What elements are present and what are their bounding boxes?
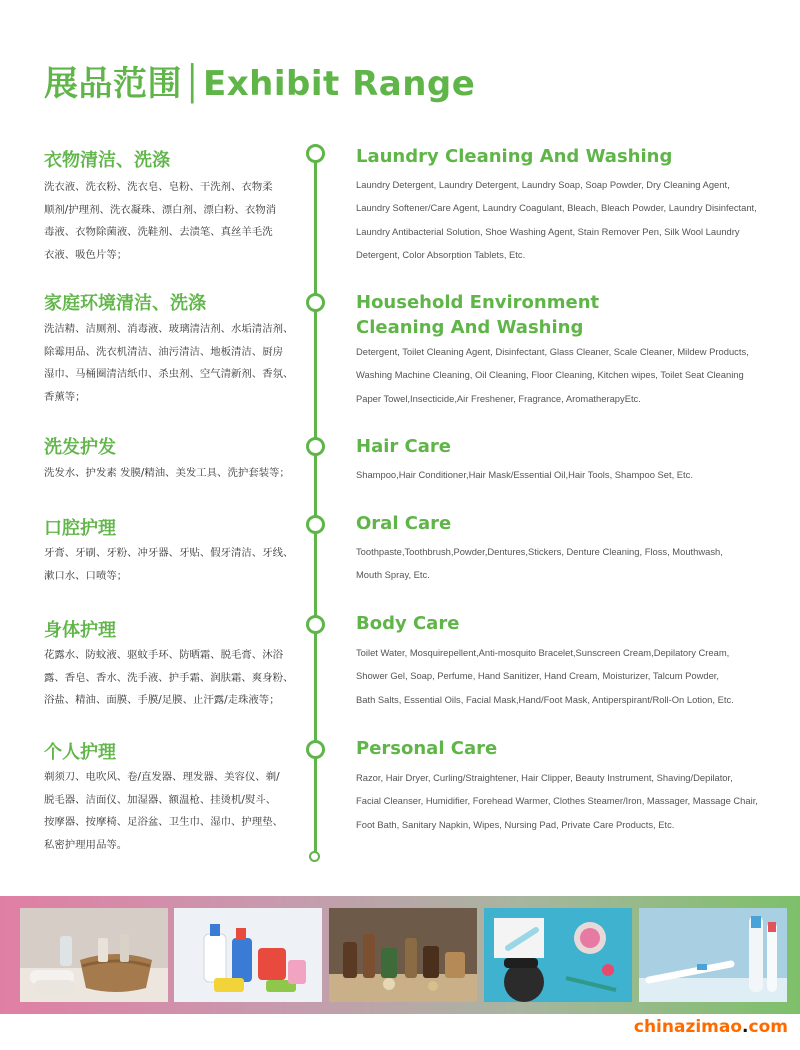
en-line: Toothpaste,Toothbrush,Powder,Dentures,Stickers, Denture Cleaning, Floss, Mouthwash, xyxy=(356,546,723,557)
section-en-title xyxy=(356,611,459,636)
en-line: Mouth Spray, Etc. xyxy=(356,569,430,581)
zh-line: 花露水、防蚊液、驱蚊手环、防晒霜、脱毛膏、沐浴 xyxy=(44,649,283,661)
zh-line: 洗洁精、洁厕剂、消毒液、玻璃清洁剂、水垢清洁剂、 xyxy=(44,323,294,335)
en-line: Razor, Hair Dryer, Curling/Straightener, Hair Clipper, Beauty Instrument, Shaving/Depilator, xyxy=(356,772,733,783)
zh-line: 衣液、吸色片等； xyxy=(44,248,128,261)
section-en-body xyxy=(356,340,776,410)
watermark-tld: com xyxy=(748,1017,788,1037)
en-line: Shampoo,Hair Conditioner,Hair Mask/Essential Oil,Hair Tools, Shampoo Set, Etc. xyxy=(356,469,693,480)
en-title-line: Laundry Cleaning And Washing xyxy=(356,146,673,167)
section-zh-body xyxy=(44,462,306,485)
timeline-node xyxy=(306,740,325,759)
photo-toothbrush xyxy=(639,908,787,1002)
section-en-body xyxy=(356,641,776,711)
en-title-line: Cleaning And Washing xyxy=(356,317,584,338)
section-en-title xyxy=(356,511,451,536)
section-zh-title: 家庭环境清洁、洗涤 xyxy=(44,293,206,314)
en-line: Laundry Detergent, Laundry Detergent, Laundry Soap, Soap Powder, Dry Cleaning Agent, xyxy=(356,179,730,190)
zh-line: 香薰等； xyxy=(44,390,86,403)
zh-line: 露、香皂、香水、洗手液、护手霜、润肤霜、爽身粉、 xyxy=(44,671,294,684)
en-line: Foot Bath, Sanitary Napkin, Wipes, Nursing Pad, Private Care Products, Etc. xyxy=(356,818,675,830)
section-zh-title: 个人护理 xyxy=(44,742,116,763)
en-title-line: Oral Care xyxy=(356,513,452,534)
watermark-site: chinazimao xyxy=(633,1017,743,1037)
en-title-line: Household Environment xyxy=(356,292,600,313)
timeline-node xyxy=(306,615,325,634)
photo-hair-tools xyxy=(484,908,632,1002)
section-zh-title: 口腔护理 xyxy=(44,518,116,539)
zh-line: 脱毛器、洁面仪、加湿器、额温枪、挂烫机/熨斗、 xyxy=(44,793,277,806)
en-line: Detergent, Color Absorption Tablets, Etc. xyxy=(356,248,526,260)
en-title-line: Personal Care xyxy=(356,738,498,759)
zh-line: 除霉用品、洗衣机清洁、油污清洁、地板清洁、厨房 xyxy=(44,345,283,358)
zh-line: 洗衣液、洗衣粉、洗衣皂、皂粉、干洗剂、衣物柔 xyxy=(44,181,273,193)
zh-line: 浴盐、精油、面膜、手膜/足膜、止汗露/走珠液等； xyxy=(44,694,280,706)
en-title-line: Hair Care xyxy=(356,436,451,457)
zh-line: 毒液、衣物除菌液、洗鞋剂、去渍笔、真丝羊毛洗 xyxy=(44,226,273,238)
section-en-title xyxy=(356,290,599,340)
zh-line: 湿巾、马桶圈清洁纸巾、杀虫剂、空气清新剂、香氛、 xyxy=(44,368,294,380)
section-zh-body xyxy=(44,542,306,587)
section-en-body xyxy=(356,540,776,587)
section-en-title xyxy=(356,434,451,459)
photo-bath-towels xyxy=(20,908,168,1002)
zh-line: 按摩器、按摩椅、足浴盆、卫生巾、湿巾、护理垫、 xyxy=(44,816,283,828)
en-line: Laundry Antibacterial Solution, Shoe Washing Agent, Stain Remover Pen, Silk Wool Laundry xyxy=(356,225,740,237)
section-en-body xyxy=(356,173,776,266)
zh-line: 私密护理用品等。 xyxy=(44,838,128,851)
photo-cleaning-products xyxy=(174,908,322,1002)
timeline-node xyxy=(306,293,325,312)
section-en-title xyxy=(356,736,497,761)
timeline-node xyxy=(306,437,325,456)
section-en-title xyxy=(356,144,672,169)
en-line: Washing Machine Cleaning, Oil Cleaning, Floor Cleaning, Kitchen wipes, Toilet Seat Cleaning xyxy=(356,369,744,381)
zh-line: 剃须刀、电吹风、卷/直发器、理发器、美容仪、剃/ xyxy=(44,771,280,783)
zh-line: 洗发水、护发素 发膜/精油、美发工具、洗护套装等； xyxy=(44,467,290,479)
section-zh-body xyxy=(44,644,306,712)
section-zh-title: 衣物清洁、洗涤 xyxy=(44,150,170,171)
zh-line: 漱口水、口喷等； xyxy=(44,569,128,582)
section-en-body xyxy=(356,463,776,486)
en-line: Shower Gel, Soap, Perfume, Hand Sanitizer, Hand Cream, Moisturizer, Talcum Powder, xyxy=(356,670,720,682)
photo-essential-oils xyxy=(329,908,477,1002)
section-zh-body xyxy=(44,318,306,408)
timeline-node xyxy=(306,515,325,534)
en-line: Detergent, Toilet Cleaning Agent, Disinfectant, Glass Cleaner, Scale Cleaner, Mildew Products, xyxy=(356,346,749,357)
timeline-node xyxy=(306,144,325,163)
section-zh-title: 身体护理 xyxy=(44,620,116,641)
section-zh-title: 洗发护发 xyxy=(44,437,116,458)
en-line: Paper Towel,Insecticide,Air Freshener, Fragrance, AromatherapyEtc. xyxy=(356,392,641,404)
section-en-body xyxy=(356,766,776,836)
section-zh-body xyxy=(44,176,306,266)
timeline-end-node xyxy=(309,851,320,862)
en-line: Bath Salts, Essential Oils, Facial Mask,Hand/Foot Mask, Antiperspirant/Roll-On Lotion, Etc. xyxy=(356,693,734,705)
section-zh-body xyxy=(44,766,306,856)
page-title: 展品范围│Exhibit Range xyxy=(44,64,476,104)
watermark-dot: . xyxy=(742,1017,749,1037)
en-line: Facial Cleanser, Humidifier, Forehead Warmer, Clothes Steamer/Iron, Massager, Massage Chair, xyxy=(356,795,758,807)
en-line: Toilet Water, Mosquirepellent,Anti-mosquito Bracelet,Sunscreen Cream,Depilatory Cream, xyxy=(356,647,730,658)
en-line: Laundry Softener/Care Agent, Laundry Coagulant, Bleach, Bleach Powder, Laundry Disinfectant, xyxy=(356,202,757,214)
watermark xyxy=(634,1017,788,1037)
zh-line: 顺剂/护理剂、洗衣凝珠、漂白剂、漂白粉、衣物消 xyxy=(44,203,277,216)
en-title-line: Body Care xyxy=(356,613,460,634)
zh-line: 牙膏、牙刷、牙粉、冲牙器、牙贴、假牙清洁、牙线、 xyxy=(44,547,294,559)
